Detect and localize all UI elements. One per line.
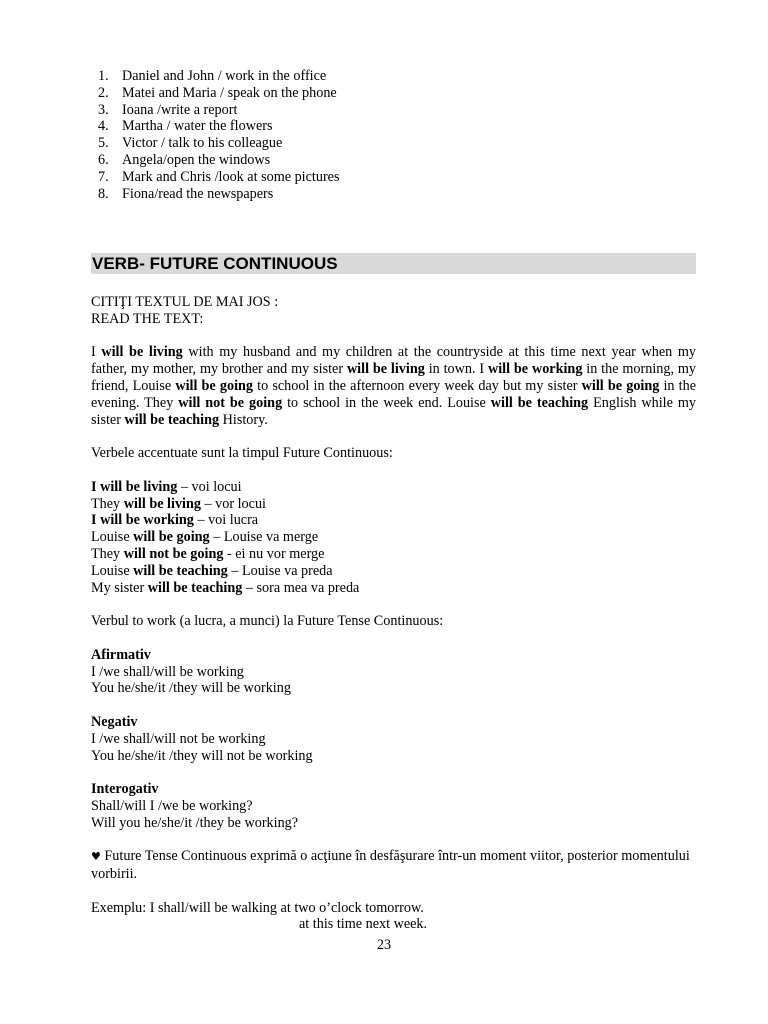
- exercise-text: Daniel and John / work in the office: [122, 68, 327, 84]
- exercise-text: Angela/open the windows: [122, 151, 271, 168]
- translation-line: [91, 496, 696, 513]
- translation-text: – vor locui: [200, 495, 266, 512]
- verb-highlight: will be teaching: [133, 562, 228, 579]
- translation-line: [91, 563, 696, 580]
- translation-text: – voi lucra: [193, 512, 259, 529]
- exercise-item: [92, 169, 692, 186]
- exercise-number: 3.: [98, 101, 109, 118]
- exercise-text: Matei and Maria / speak on the phone: [122, 84, 337, 101]
- translation-line: [91, 546, 696, 563]
- exercise-number: 7.: [98, 168, 109, 185]
- exercise-list: [92, 68, 692, 202]
- exercise-number: 2.: [98, 84, 109, 101]
- example-line-1: Exemplu: I shall/will be walking at two o’clock tomorrow.: [91, 899, 424, 916]
- translation-line: [91, 512, 696, 529]
- translation-text: – Louise va preda: [227, 562, 333, 579]
- instruction-english: READ THE TEXT:: [91, 310, 204, 327]
- example-line-2: at this time next week.: [299, 916, 428, 933]
- exercise-text: Victor / talk to his colleague: [122, 135, 283, 152]
- verb-intro: Verbul to work (a lucra, a munci) la Future Tense Continuous:: [91, 613, 444, 630]
- verb-highlight: I: [91, 478, 101, 495]
- exercise-number: 8.: [98, 185, 109, 202]
- reading-text: to school in the week end. Louise: [282, 394, 491, 411]
- form-heading: Interogativ: [91, 781, 159, 798]
- exercise-number: 6.: [98, 151, 109, 168]
- reading-text: in the evening. They: [91, 377, 697, 411]
- verb-highlight: will be going: [133, 529, 210, 546]
- reading-text: with my husband and my children at the countryside at this time next year when my father, my mother, my brother and my sister: [91, 344, 696, 378]
- exercise-item: [92, 118, 692, 135]
- translation-text: – Louise va merge: [209, 529, 319, 546]
- verb-highlight: will be going: [581, 377, 660, 394]
- exercise-item: [92, 135, 692, 152]
- exercise-text: Ioana /write a report: [122, 101, 238, 118]
- verb-highlight: will be working: [487, 361, 583, 378]
- form-heading: Negativ: [91, 713, 138, 730]
- instruction-romanian: CITIŢI TEXTUL DE MAI JOS :: [91, 294, 279, 310]
- form-line: You he/she/it /they will be working: [91, 680, 291, 697]
- verb-highlight: will not be going: [123, 545, 224, 562]
- reading-text: to school in the afternoon every week day but my sister: [253, 377, 582, 394]
- reading-text: in the morning, my friend, Louise: [91, 361, 696, 394]
- note-text: Future Tense Continuous exprimă o acţiune în desfăşurare într-un moment viitor, posterior momentului vorbirii.: [91, 848, 690, 883]
- reading-text: I: [91, 344, 102, 361]
- page-number: 23: [376, 937, 392, 953]
- translation-text: Louise: [91, 529, 134, 546]
- form-heading: Afirmativ: [91, 646, 151, 663]
- exercise-number: 1.: [98, 68, 109, 84]
- translation-line: [91, 580, 696, 597]
- translation-text: – voi locui: [177, 478, 242, 495]
- heart-icon: ♥: [91, 850, 101, 864]
- translation-text: - ei nu vor merge: [223, 545, 325, 562]
- exercise-text: Mark and Chris /look at some pictures: [122, 168, 340, 185]
- exercise-item: [92, 85, 692, 102]
- translation-text: My sister: [91, 579, 148, 596]
- verb-highlight: will be living: [100, 478, 178, 495]
- verb-highlight: will be living: [123, 495, 201, 512]
- verb-highlight: will not be going: [178, 394, 283, 411]
- translation-text: They: [91, 545, 124, 562]
- form-line: I /we shall/will be working: [91, 663, 244, 680]
- exercise-number: 5.: [98, 135, 109, 152]
- verb-highlight: will be going: [175, 377, 253, 394]
- verb-highlight: will be working: [100, 512, 194, 529]
- form-line: You he/she/it /they will not be working: [91, 747, 313, 764]
- conjugation-forms: [91, 647, 696, 849]
- form-line: I /we shall/will not be working: [91, 730, 266, 747]
- form-line: Shall/will I /we be working?: [91, 797, 253, 814]
- translation-list: [91, 479, 696, 597]
- reading-paragraph: [91, 344, 696, 428]
- reading-text: English while my sister: [91, 394, 696, 428]
- exercise-number: 4.: [98, 118, 109, 135]
- verb-highlight: will be teaching: [147, 579, 243, 596]
- form-line: Will you he/she/it /they be working?: [91, 814, 299, 831]
- accented-verbs-intro: Verbele accentuate sunt la timpul Future Continuous:: [91, 445, 393, 462]
- translation-line: [91, 479, 696, 496]
- exercise-item: [92, 102, 692, 119]
- translation-text: – sora mea va preda: [242, 579, 360, 596]
- verb-highlight: will be living: [101, 344, 183, 361]
- verb-highlight: will be living: [346, 361, 425, 378]
- reading-text: History.: [219, 411, 268, 428]
- body-text: [91, 294, 696, 933]
- translation-line: [91, 529, 696, 546]
- note-paragraph: [91, 848, 696, 883]
- translation-text: They: [91, 495, 124, 512]
- verb-highlight: I: [91, 512, 101, 529]
- verb-highlight: will be teaching: [124, 411, 220, 428]
- verb-highlight: will be teaching: [490, 394, 589, 411]
- exercise-text: Martha / water the flowers: [122, 118, 273, 135]
- exercise-item: [92, 186, 692, 203]
- exercise-text: Fiona/read the newspapers: [122, 185, 274, 202]
- section-title: VERB- FUTURE CONTINUOUS: [91, 253, 696, 274]
- translation-text: Louise: [91, 562, 134, 579]
- reading-text: in town. I: [424, 361, 488, 378]
- exercise-item: [92, 152, 692, 169]
- exercise-item: [92, 68, 692, 85]
